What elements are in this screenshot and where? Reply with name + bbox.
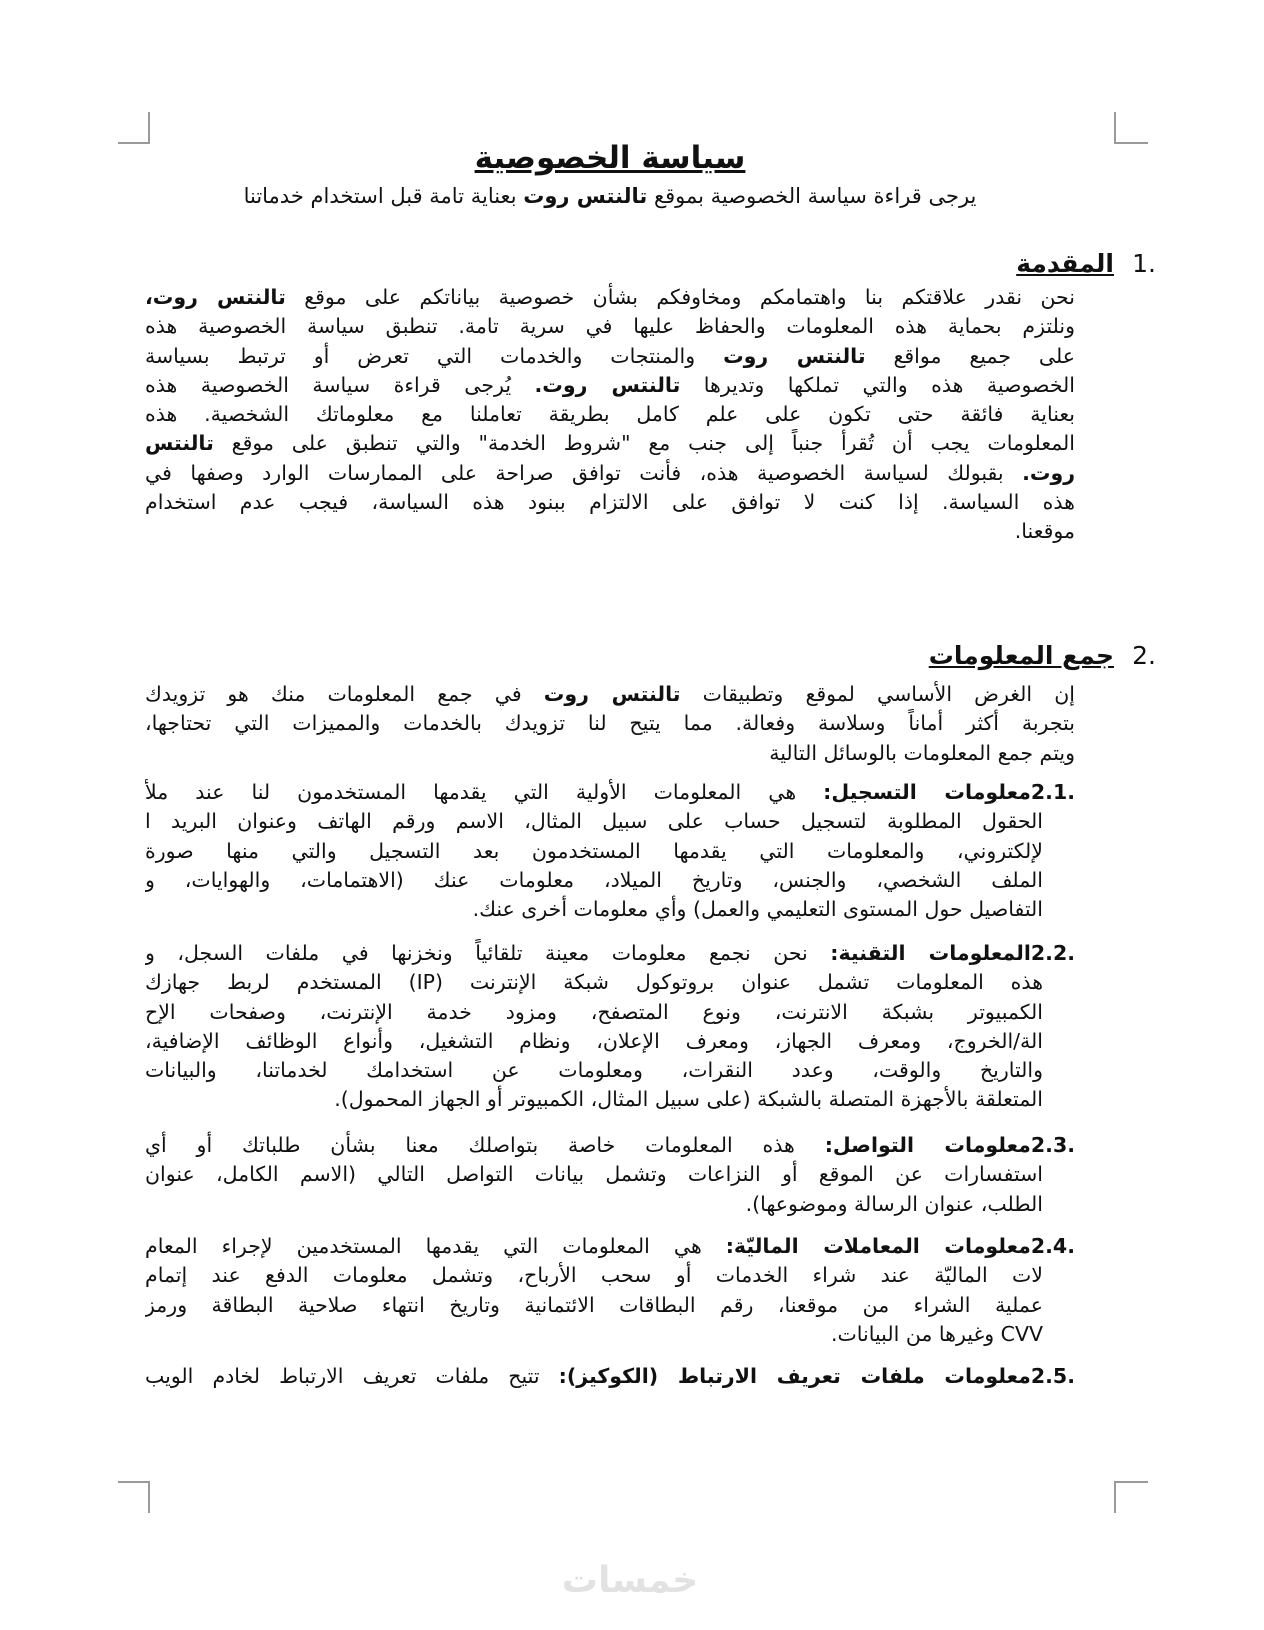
- paragraph-line: بعناية فائقة حتى تكون على علم كامل بطريقة تعاملنا مع معلوماتك الشخصية. هذه: [145, 402, 1075, 427]
- paragraph-line: روت. بقبولك لسياسة الخصوصية هذه، فأنت توافق صراحة على الممارسات الوارد وصفها في: [145, 460, 1075, 485]
- paragraph-line: موقعنا.: [1014, 519, 1075, 544]
- item-title: معلومات التسجيل:: [823, 780, 1031, 804]
- item-number: 2.3.: [1030, 1133, 1075, 1157]
- section-information-collection-body: [145, 680, 1075, 768]
- section-heading-introduction: [1016, 246, 1156, 282]
- list-item-registration-info: 2.1.معلومات التسجيل: هي المعلومات الأولية التي يقدمها المستخدمون لنا عند ملأ الحقول المطلوبة لتسجيل حساب على سبيل المثال، الاسم ورقم الهاتف وعنوان البريد ا لإلكتروني، والمعلومات التي يقدمها المستخدمون بعد التسجيل والتي منها صورة الملف الشخصي، والجنس، وتاريخ الميلاد، معلومات عنك (الاهتمامات، والهوايات، و التفاصيل حول المستوى التعليمي والعمل) وأي معلومات أخرى عنك.: [145, 780, 1075, 922]
- corner-mark-bottom-right: [1114, 1481, 1148, 1513]
- item-number: 2.4.: [1030, 1234, 1075, 1258]
- list-item-technical-info: 2.2.المعلومات التقنية: نحن نجمع معلومات معينة تلقائياً ونخزنها في ملفات السجل، و هذه المعلومات تشمل عنوان بروتوكول شبكة الإنترنت (IP) المستخدم لربط جهازك الكمبيوتر بشبكة الانترنت، ونوع المتصفح، ومزود خدمة الإنترنت، وصفحات الإح الة/الخروج، ومعرف الجهاز، ومعرف الإعلان، ونظام التشغيل، وأنواع الوظائف الإضافية، والتاريخ والوقت، وعدد النقرات، ومعلومات عن استخدامك لخدماتنا، والبيانات المتعلقة بالأجهزة المتصلة بالشبكة (على سبيل المثال، الكمبيوتر أو الجهاز المحمول).: [145, 941, 1075, 1112]
- section-title: جمع المعلومات: [928, 641, 1114, 670]
- list-item-cookies-info: 2.5.معلومات ملفات تعريف الارتباط (الكوكيز): تتيح ملفات تعريف الارتباط لخادم الويب: [145, 1364, 1075, 1388]
- corner-mark-bottom-left: [118, 1481, 150, 1513]
- document-subtitle: [145, 178, 1075, 214]
- paragraph-line: إن الغرض الأساسي لموقع وتطبيقات تالنتس روت في جمع المعلومات منك هو تزويدك: [145, 682, 1075, 706]
- item-number: 2.5.: [1030, 1364, 1075, 1388]
- list-item-contact-info: 2.3.معلومات التواصل: هذه المعلومات خاصة بتواصلك معنا بشأن طلباتك أو أي استفسارات عن الموقع أو النزاعات وتشمل بيانات التواصل التالي (الاسم الكامل، عنوان الطلب، عنوان الرسالة وموضوعها).: [145, 1133, 1075, 1216]
- section-title: المقدمة: [1016, 249, 1114, 278]
- paragraph-line: بتجربة أكثر أماناً وسلاسة وفعالة. مما يتيح لنا تزويدك بالخدمات والمميزات التي تحتاجها،: [145, 711, 1075, 736]
- section-heading-information-collection: [928, 638, 1156, 674]
- item-title: معلومات ملفات تعريف الارتباط (الكوكيز):: [558, 1364, 1031, 1388]
- subtitle-text-end: بعناية تامة قبل استخدام خدماتنا: [243, 184, 524, 208]
- paragraph-line: نحن نقدر علاقتكم بنا واهتمامكم ومخاوفكم بشأن خصوصية بياناتكم على موقع تالنتس روت،: [145, 285, 1075, 309]
- item-number: 2.2.: [1030, 941, 1075, 965]
- section-number: 1.: [1132, 249, 1156, 278]
- paragraph-line: المعلومات يجب أن تُقرأ جنباً إلى جنب مع "شروط الخدمة" والتي تنطبق على موقع تالنتس: [145, 431, 1075, 456]
- subtitle-text: يرجى قراءة سياسة الخصوصية بموقع: [647, 184, 977, 208]
- item-title: معلومات التواصل:: [824, 1133, 1031, 1157]
- paragraph-line: على جميع مواقع تالنتس روت والمنتجات والخدمات التي تعرض أو ترتبط بسياسة: [145, 343, 1075, 368]
- item-title: المعلومات التقنية:: [830, 941, 1031, 965]
- item-title: معلومات المعاملات الماليّة:: [725, 1234, 1031, 1258]
- khamsat-watermark-logo: خمسات: [561, 1560, 699, 1601]
- paragraph-line: ويتم جمع المعلومات بالوسائل التالية: [769, 740, 1075, 765]
- document-title: سياسة الخصوصية: [474, 140, 746, 176]
- section-introduction-body: [145, 283, 1075, 547]
- paragraph-line: الخصوصية هذه والتي تملكها وتديرها تالنتس روت. يُرجى قراءة سياسة الخصوصية هذه: [145, 372, 1075, 397]
- corner-mark-top-right: [1114, 112, 1148, 144]
- subtitle-brand: تالنتس روت: [523, 184, 648, 208]
- paragraph-line: هذه السياسة. إذا كنت لا توافق على الالتزام ببنود هذه السياسة، فيجب عدم استخدام: [145, 490, 1075, 515]
- paragraph-line: ونلتزم بحماية هذه المعلومات والحفاظ عليها في سرية تامة. تنطبق سياسة الخصوصية هذه: [145, 314, 1075, 339]
- list-item-financial-info: 2.4.معلومات المعاملات الماليّة: هي المعلومات التي يقدمها المستخدمين لإجراء المعام لات الماليّة عند شراء الخدمات أو سحب الأرباح، وتشمل معلومات الدفع عند إتمام عملية الشراء من موقعنا، رقم البطاقات الائتمانية وتاريخ انتهاء صلاحية البطاقة ورمز CVV وغيرها من البيانات.: [145, 1234, 1075, 1346]
- section-number: 2.: [1132, 641, 1156, 670]
- item-number: 2.1.: [1030, 780, 1075, 804]
